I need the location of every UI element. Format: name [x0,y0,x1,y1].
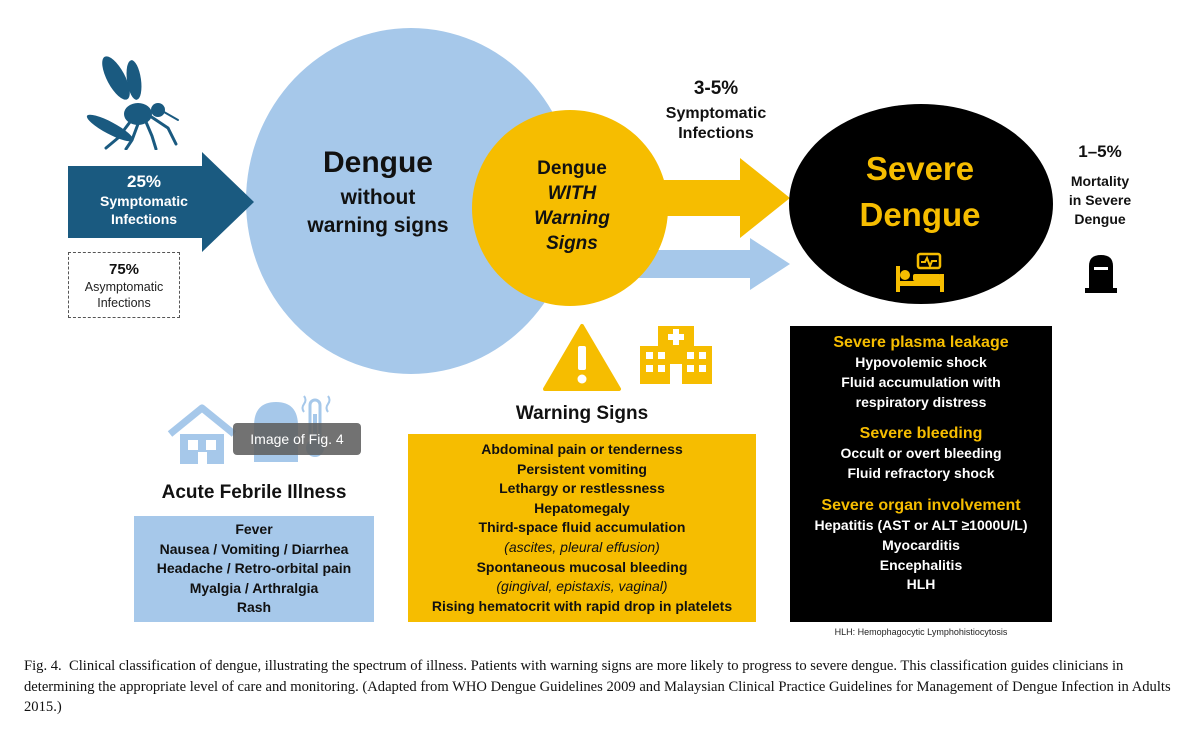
asymptomatic-label-2: Infections [97,296,151,310]
symptomatic-label-2: Infections [110,211,178,227]
progression-label-1: Symptomatic [665,105,767,122]
figure-tooltip[interactable]: Image of Fig. 4 [233,423,361,455]
severe-line-2: Dengue [859,196,981,233]
mortality-label-3: Dengue [1074,211,1126,227]
dengue-without-subtitle-1: without [340,186,416,209]
afi-item: Rash [236,599,272,615]
ws-item: Spontaneous mucosal bleeding [476,558,688,575]
dengue-without-title: Dengue [322,146,433,179]
severe-item: Hypovolemic shock [855,354,987,370]
mosquito-icon [72,52,180,150]
acute-febrile-title: Acute Febrile Illness [161,482,347,503]
symptomatic-label [74,172,214,228]
afi-item: Nausea / Vomiting / Diarrhea [159,540,349,557]
severe-plasma-heading: Severe plasma leakage [833,334,1009,351]
severe-item: Occult or overt bleeding [840,445,1002,462]
asymptomatic-box [68,252,180,318]
severe-organ-heading: Severe organ involvement [821,496,1021,514]
hlh-footnote: HLH: Hemophagocytic Lymphohistiocytosis [834,627,1008,637]
dengue-without-subtitle-2: warning signs [307,214,449,237]
progression-pct: 3-5% [693,78,739,99]
severe-bleeding-heading: Severe bleeding [859,425,983,443]
with-line-4: Signs [546,233,598,254]
ws-item: Abdominal pain or tenderness [481,441,683,457]
warning-signs-title: Warning Signs [515,403,649,424]
severe-item: HLH [906,576,936,593]
ws-note: (ascites, pleural effusion) [504,538,660,555]
ws-item: Third-space fluid accumulation [478,519,686,536]
severe-item: Encephalitis [879,556,963,573]
figure-caption [24,656,1190,718]
warning-icon [542,322,622,392]
ws-item: Hepatomegaly [534,499,630,516]
with-line-3: Warning [534,208,610,229]
mortality-label-1: Mortality [1070,173,1130,189]
afi-item: Fever [235,521,273,537]
asymptomatic-pct: 75% [108,261,140,278]
severe-item: respiratory distress [855,393,987,410]
dengue-with-warning-label [502,156,642,256]
hospital-bed-icon [892,252,948,294]
with-line-1: Dengue [537,158,607,179]
mortality-label [1055,142,1145,229]
ws-item: Rising hematocrit with rapid drop in platelets [431,597,733,614]
afi-item: Headache / Retro-orbital pain [156,560,352,576]
with-line-2: WITH [547,183,597,204]
mortality-label-2: in Severe [1068,192,1132,208]
caption-text: Clinical classification of dengue, illustrating the spectrum of illness. Patients with warning signs are more likely to progress to severe dengue. This classification guides clinicians in determining the appropriate level of care and monitoring. (Adapted from WHO Dengue Guidelines 2009 and Malaysian Clinical Practice Guidelines for Management of Dengue Infection in Adults 2015.) [24,658,1171,715]
severe-item: Myocarditis [882,536,960,553]
asymptomatic-label-1: Asymptomatic [84,280,164,294]
caption-label: Fig. 4. [24,658,62,674]
severe-item: Hepatitis (AST or ALT ≥1000U/L) [814,516,1028,533]
severe-item: Fluid refractory shock [847,465,995,482]
warning-signs-box [408,434,756,622]
severe-dengue-label [820,146,1020,238]
afi-item: Myalgia / Arthralgia [189,579,319,596]
house-icon [166,402,238,466]
ws-item: Persistent vomiting [517,460,647,477]
ws-item: Lethargy or restlessness [499,480,665,497]
severe-item: Fluid accumulation with [841,373,1001,390]
hospital-icon [636,320,716,386]
severe-criteria-box [790,326,1052,622]
progression-label [640,78,792,144]
symptomatic-label-1: Symptomatic [100,193,188,209]
tombstone-icon [1084,252,1118,294]
progression-label-2: Infections [678,125,754,142]
ws-note: (gingival, epistaxis, vaginal) [496,578,668,595]
acute-febrile-box [134,516,374,622]
severe-line-1: Severe [865,150,975,187]
symptomatic-pct: 25% [126,172,162,191]
mortality-pct: 1–5% [1078,142,1122,161]
